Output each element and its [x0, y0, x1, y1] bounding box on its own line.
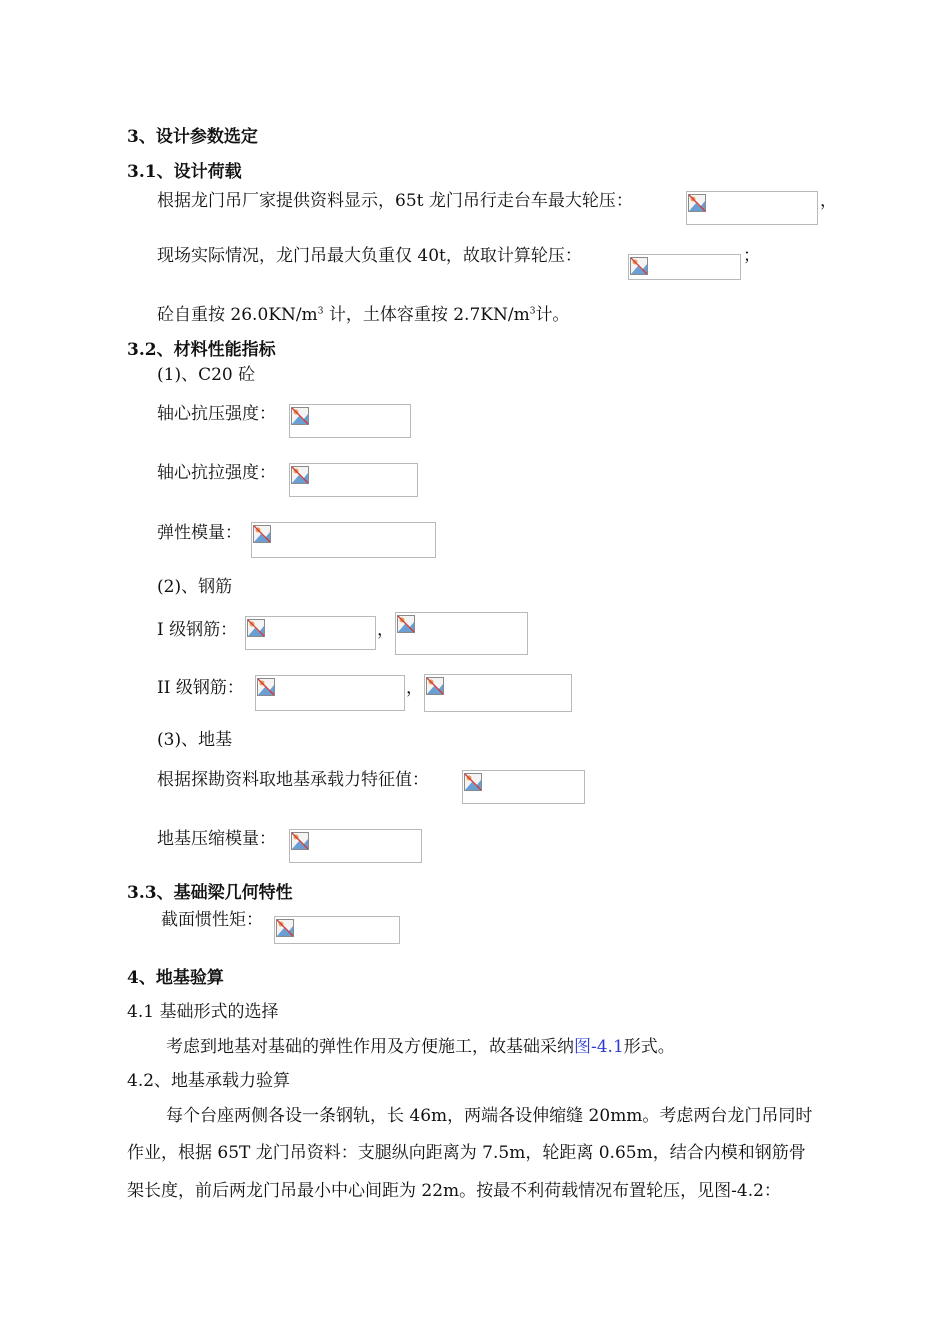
- broken-image-icon: [247, 619, 265, 637]
- label-elastic-modulus: 弹性模量：: [157, 523, 242, 543]
- punct: ，: [406, 678, 423, 698]
- para-bearing-line-3: 架长度，前后两龙门吊最小中心间距为 22m。按最不利荷载情况布置轮压，见图-4.2：: [127, 1181, 781, 1201]
- label-bearing-capacity: 根据探勘资料取地基承载力特征值：: [157, 770, 429, 790]
- formula-image: [289, 463, 418, 497]
- formula-image: [628, 254, 741, 280]
- broken-image-icon: [291, 832, 309, 850]
- material-foundation-title: (3)、地基: [157, 730, 233, 750]
- section-4-1-title: 4.1 基础形式的选择: [127, 1002, 279, 1022]
- section-3-title: 3、设计参数选定: [127, 127, 258, 147]
- broken-image-icon: [291, 407, 309, 425]
- formula-image: [462, 770, 585, 804]
- broken-image-icon: [630, 257, 648, 275]
- formula-image: [424, 674, 572, 712]
- broken-image-icon: [276, 919, 294, 937]
- para-wheel-pressure: 根据龙门吊厂家提供资料显示，65t 龙门吊行走台车最大轮压：: [157, 191, 633, 211]
- para-calc-pressure: 现场实际情况，龙门吊最大负重仅 40t，故取计算轮压：: [157, 246, 582, 266]
- broken-image-icon: [253, 525, 271, 543]
- label-moment-of-inertia: 截面惯性矩：: [161, 910, 263, 930]
- section-4-2-title: 4.2、地基承载力验算: [127, 1071, 291, 1091]
- formula-image: [274, 916, 400, 944]
- label-tensile-strength: 轴心抗拉强度：: [157, 463, 276, 483]
- label-compressive-strength: 轴心抗压强度：: [157, 404, 276, 424]
- formula-image: [395, 612, 528, 655]
- section-3-2-title: 3.2、材料性能指标: [127, 340, 276, 360]
- label-grade-1-rebar: I 级钢筋：: [157, 620, 238, 640]
- punct: ；: [743, 246, 760, 266]
- material-c20-title: (1)、C20 砼: [157, 365, 256, 385]
- label-grade-2-rebar: II 级钢筋：: [157, 678, 244, 698]
- figure-4-1-link[interactable]: 图-4.1: [574, 1037, 624, 1057]
- para-bearing-line-1: 每个台座两侧各设一条钢轨，长 46m，两端各设伸缩缝 20mm。考虑两台龙门吊同时: [166, 1106, 813, 1126]
- section-3-1-title: 3.1、设计荷载: [127, 162, 242, 182]
- broken-image-icon: [688, 194, 706, 212]
- para-unit-weight: 砼自重按 $26.0KN/m^3$ 计，土体容重按 $2.7KN/m^3$计。: [157, 305, 570, 325]
- formula-image: [245, 616, 376, 650]
- broken-image-icon: [464, 773, 482, 791]
- broken-image-icon: [397, 615, 415, 633]
- formula-image: [251, 522, 436, 558]
- label-compression-modulus: 地基压缩模量：: [157, 829, 276, 849]
- punct: ，: [820, 191, 837, 211]
- formula-image: [289, 404, 411, 438]
- section-4-title: 4、地基验算: [127, 968, 224, 988]
- formula-image: [255, 675, 405, 711]
- punct: ，: [377, 620, 394, 640]
- para-foundation-form: 考虑到地基对基础的弹性作用及方便施工，故基础采纳图-4.1形式。: [166, 1037, 675, 1057]
- para-bearing-line-2: 作业，根据 65T 龙门吊资料：支腿纵向距离为 7.5m，轮距离 0.65m，结合内模和钢筋骨: [127, 1143, 806, 1163]
- broken-image-icon: [426, 677, 444, 695]
- formula-image: [289, 829, 422, 863]
- section-3-3-title: 3.3、基础梁几何特性: [127, 883, 293, 903]
- broken-image-icon: [291, 466, 309, 484]
- broken-image-icon: [257, 678, 275, 696]
- formula-image: [686, 191, 818, 225]
- material-rebar-title: (2)、钢筋: [157, 577, 233, 597]
